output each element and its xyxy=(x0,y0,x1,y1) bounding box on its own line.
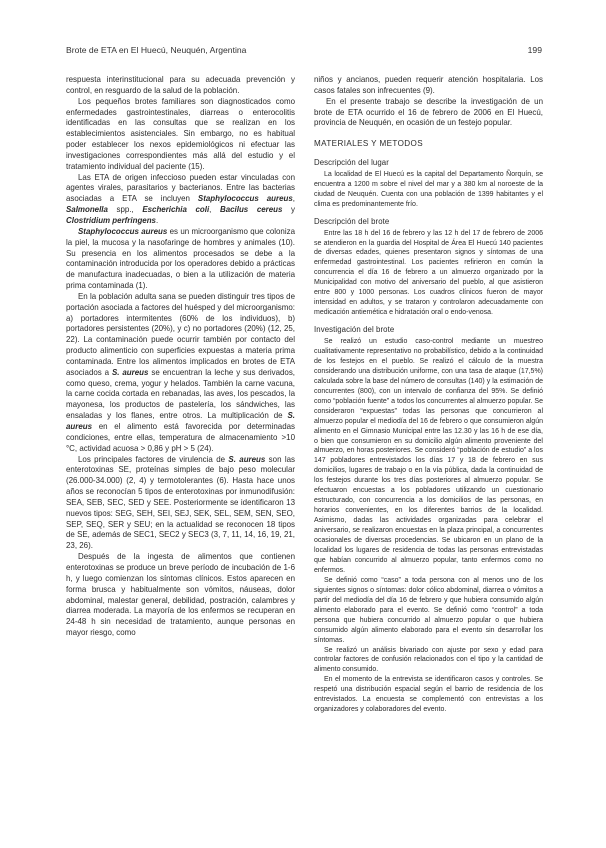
paragraph: En el presente trabajo se describe la investigación de un brote de ETA ocurrido el 16 de febrero de 2006 en El Huecú, provincia de Neuquén, en ocasión de un festejo popular. xyxy=(314,96,543,128)
paragraph: La localidad de El Huecú es la capital del Departamento Ñorquín, se encuentra a 1200 m sobre el nivel del mar y a 380 km al noroeste de la ciudad de Neuquén. Cuenta con una población de 1399 habitantes y el clima es predominantemente frío. xyxy=(314,170,543,208)
paragraph: Se realizó un análisis bivariado con ajuste por sexo y edad para controlar factores de confusión relacionados con el tipo y la cantidad de alimento consumido. xyxy=(314,646,543,674)
paragraph: Los pequeños brotes familiares son diagnosticados como enfermedades gastrointestinales, diarreas o enterocolitis identificadas en las consultas que se realizan en los establecimientos asistenciales. Sin embargo, no es habitual poder establecer los nexos epidemiológicos ni efectuar las investigaciones correspondientes más allá del estudio y el tratamiento individual del paciente (15). xyxy=(66,96,295,171)
subsection-heading: Descripción del brote xyxy=(314,216,390,226)
species-name: Bacilus cereus xyxy=(219,205,283,215)
paragraph: Staphylococcus aureus es un microorganismo que coloniza la piel, la mucosa y la nasofaringe de hombres y animales (10). Su presencia en los alimentos procesados se debe a la contaminación introducida por los operadores debido a prácticas de manufactura inadecuadas, o bien a la utilización de materia prima contaminada (1). xyxy=(66,226,295,291)
species-name: Escherichia coli xyxy=(142,205,210,215)
paragraph: Se definió como “caso” a toda persona con al menos uno de los siguientes signos o síntomas: dolor cólico abdominal, diarrea o vómitos a partir del mediodía del día 16 de febrero y que hubiera consumido algún alimento elaborado para el evento. Se definió como “control” a toda persona que hubiera concurrido al almuerzo popular o que hubiera consumido algún alimento elaborado para el evento sin desarrollar los síntomas. xyxy=(314,576,543,644)
paragraph: En la población adulta sana se pueden distinguir tres tipos de portación asociada a factores del huésped y del microorganismo: a) portadores intermitentes (60% de los individuos), b) portadores persistentes (20%), y c) no portadores (20%) (12, 25, 22). La contaminación puede ocurrir también por contacto del producto alimenticio con superficies expuestas a materia prima contaminada. Entre los alimentos implicados en brotes de ETA asociados a S. aureus se encuentran la leche y sus derivados, como queso, crema, yogur y helados. También la carne vacuna, la carne cocida cortada en rebanadas, las aves, los pescados, la mayonesa, los productos de pastelería, los sándwiches, las ensaladas y los flanes, entre otros. La multiplicación de S. aureus en el alimento está favorecida por determinadas condiciones, entre ellas, temperatura de almacenamiento >10 °C, actividad acuosa > 0,86 y pH > 5 (24). xyxy=(66,291,296,453)
paragraph: Las ETA de origen infeccioso pueden estar vinculadas con agentes virales, parasitarios y bacterianos. Entre las bacterias asociadas a ETA se incluyen Staphylococcus aureus, Salmonella spp., Escherichia coli, Bacilus cereus y Clostridium perfringens. xyxy=(66,172,295,225)
paragraph: Los principales factores de virulencia de S. aureus son las enterotoxinas SE, proteínas simples de bajo peso molecular (26.000-34.000) (2, 4) y termotolerantes (6). Hasta hace unos años se reconocían 5 tipos de enterotoxinas por inmunodifusión: SEA, SEB, SEC, SED y SEE. Posteriormente se identificaron 13 nuevos tipos: SEG, SEH, SEI, SEJ, SEK, SEL, SEM, SEN, SEO, SEP, SEQ, SER y SEU; en la actualidad se reconocen 18 tipos de SE, además de SEC1, SEC2 y SEC3 (3, 7, 11, 14, 16, 19, 21, 23, 26). xyxy=(66,454,296,551)
running-title: Brote de ETA en El Huecú, Neuquén, Argentina xyxy=(66,45,247,55)
paragraph: Entre las 18 h del 16 de febrero y las 12 h del 17 de febrero de 2006 se atendieron en la guardia del Hospital de Área El Huecú 140 pacientes de diversas edades, quienes presentaron signos y síntomas de una enfermedad gastrointestinal. Los pacientes refirieron en común la concurrencia el día 16 de febrero a un almuerzo organizado por la Municipalidad con motivo del aniversario del pueblo, al que asistieron entre 800 y 1000 personas. Los cuadros clínicos fueron de mayor intensidad en adultos, y se trataron y controlaron adecuadamente con medicación antiemética e hidratación oral o endo-venosa. xyxy=(314,229,543,317)
species-name: Clostridium perfringens xyxy=(66,215,156,225)
species-name: S. aureus xyxy=(111,367,149,377)
paragraph: respuesta interinstitucional para su adecuada prevención y control, en resguardo de la salud de la población. xyxy=(66,75,295,95)
right-column xyxy=(314,75,543,715)
left-column xyxy=(66,75,295,639)
paragraph: En el momento de la entrevista se identificaron casos y controles. Se respetó una distribución espacial según el barrio de residencia de los entrevistados. La encuesta se complementó con entrevistas a los organizadores y colaboradores del evento. xyxy=(314,676,543,714)
page-number: 199 xyxy=(527,45,542,55)
paragraph: niños y ancianos, pueden requerir atención hospitalaria. Los casos fatales son infrecuentes (9). xyxy=(314,75,543,95)
subsection-heading: Investigación del brote xyxy=(314,325,395,335)
species-name: Staphylococcus aureus xyxy=(78,226,168,236)
species-name: S. aureus xyxy=(228,454,266,464)
species-name: Salmonella xyxy=(66,205,108,215)
species-name: S. aureus xyxy=(66,411,295,431)
subsection-heading: Descripción del lugar xyxy=(314,158,389,168)
species-name: Staphylococcus aureus xyxy=(197,194,293,204)
section-title: MATERIALES Y METODOS xyxy=(314,139,424,149)
paragraph: Se realizó un estudio caso-control mediante un muestreo cualitativamente representativo no probabilístico, debido a la continuidad de los festejos en el pueblo. Se realizó el cálculo de la muestra considerando una distribución uniforme, con una tasa de ataque (17,5%) calculada sobre la base del número de consultas (140) y la estimación de concurrentes (800), con un intervalo de confianza del 95%. Se definió como “población fuente” a todos los concurrentes al almuerzo popular. Se consideraron “expuestas” todas las personas que concurrieron al almuerzo popular el mediodía del 16 de febrero o que consumieron algún alimento en el Gimnasio Municipal entre las 12.30 y las 16 h de ese día, o bien que consumieron en su domicilio algún alimento proveniente del almuerzo, en horas posteriores. Se consideró “población de estudio” a los 147 pobladores entrevistados los días 17 y 18 de febrero en sus domicilios, lugares de trabajo o en la vía pública, dada la continuidad de los festejos durante los tres días posteriores al almuerzo popular. Se efectuaron encuestas a los pobladores utilizando un cuestionario estructurado, con concurrencia a los domicilios de las personas, en horarios convenientes, en los diferentes barrios de la localidad. Asimismo, dadas las actividades organizadas para celebrar el aniversario, se realizaron encuestas en la plaza principal, a concurrentes ocasionales de diversas procedencias. Se ubicaron en un plano de la localidad los lugares de residencia de todas las personas entrevistadas que habían concurrido al almuerzo popular, tanto enfermos como no enfermos. xyxy=(314,337,543,574)
paragraph: Después de la ingesta de alimentos que contienen enterotoxinas se produce un breve período de incubación de 1-6 h, y luego comienzan los síntomas clínicos. Estos aparecen en forma brusca y habitualmente son vómitos, náuseas, dolor abdominal, malestar general, debilidad, postración, calambres y diarrea moderada. La mayoría de los enfermos se recuperan en 24-48 h sin necesidad de tratamiento, aunque personas en mayor riesgo, como xyxy=(66,552,295,638)
